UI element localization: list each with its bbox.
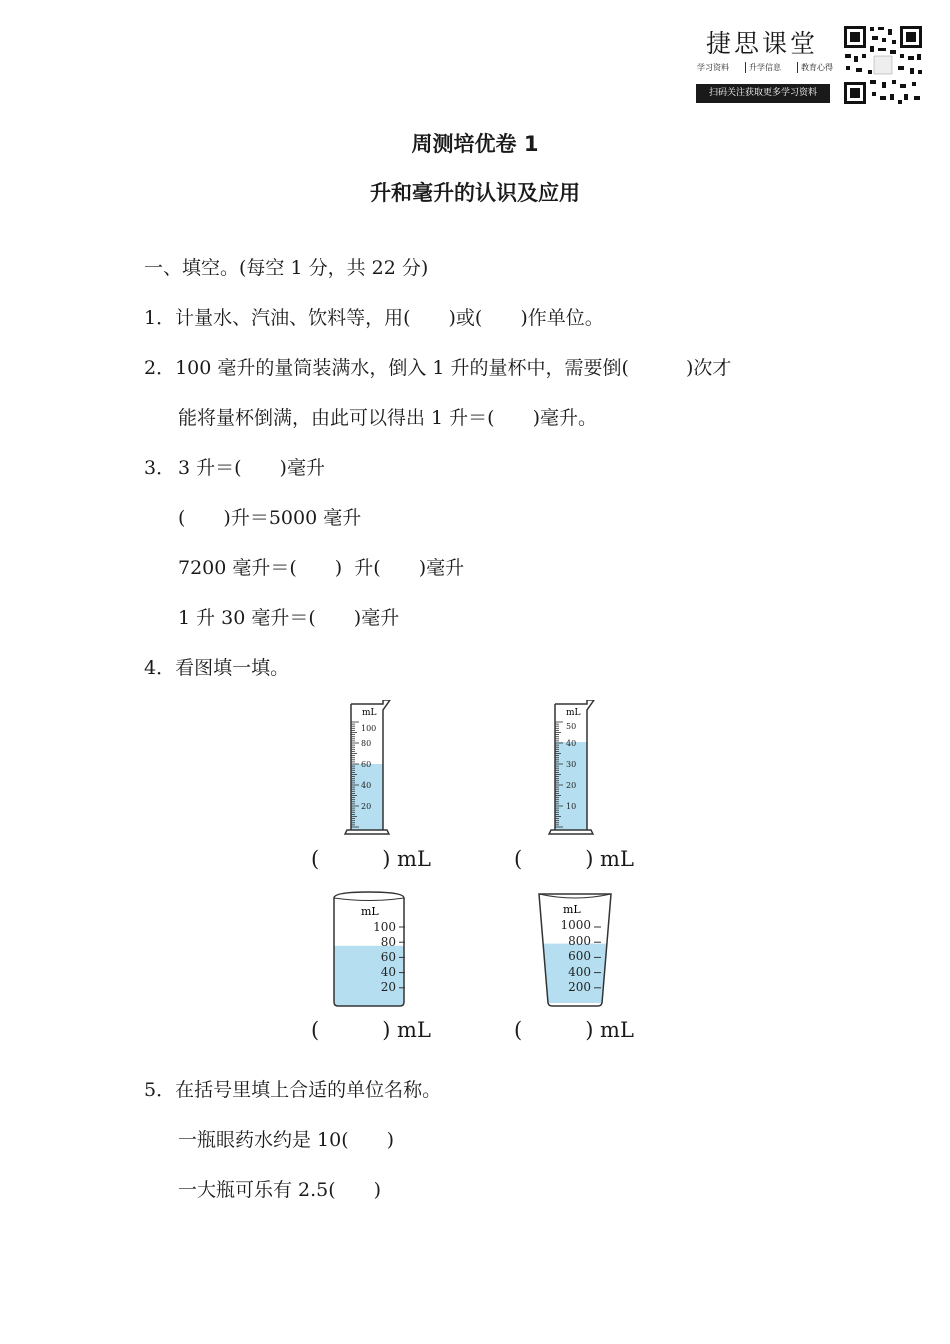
tick-label: 30 (566, 760, 577, 769)
cylinder-2-unit: mL (566, 708, 581, 718)
question-5: 5．在括号里填上合适的单位名称。 (144, 1079, 442, 1101)
beaker-2 (532, 890, 618, 1008)
tick-label: 600 (568, 949, 591, 963)
tick-label: 20 (566, 781, 577, 790)
tick-label: 100 (373, 920, 396, 934)
tick-label: 1000 (560, 918, 591, 932)
question-1: 1．计量水、汽油、饮料等，用( )或( )作单位。 (144, 307, 604, 329)
tick-label: 40 (566, 739, 577, 748)
cylinder-1-unit: mL (362, 708, 377, 718)
brand-link-2[interactable]: 升学信息 (745, 62, 781, 73)
answer-blank-4[interactable]: ( ) mL (514, 1018, 634, 1042)
measuring-cylinder-1 (340, 700, 400, 838)
water-fill (351, 764, 383, 830)
answer-blank-2[interactable]: ( ) mL (514, 847, 634, 871)
tick-label: 80 (361, 739, 372, 748)
beaker-1 (328, 890, 414, 1008)
question-3-b: ( )升＝5000 毫升 (178, 507, 362, 529)
beaker-1-unit: mL (361, 905, 379, 918)
question-3-c: 7200 毫升＝( ) 升( )毫升 (178, 557, 465, 579)
tick-label: 400 (568, 965, 591, 979)
brand-link-1[interactable]: 学习资料 (697, 63, 729, 72)
tick-label: 40 (361, 781, 372, 790)
tick-label: 100 (361, 724, 377, 733)
tick-label: 60 (380, 950, 396, 964)
beaker-2-unit: mL (563, 903, 581, 916)
brand-name: 捷思课堂 (706, 29, 819, 58)
answer-blank-3[interactable]: ( ) mL (311, 1018, 431, 1042)
question-2-line-2: 能将量杯倒满，由此可以得出 1 升＝( )毫升。 (178, 407, 597, 429)
question-3-number: 3． (144, 457, 176, 479)
page-subtitle: 升和毫升的认识及应用 (370, 181, 580, 205)
brand-link-3[interactable]: 教育心得 (797, 62, 833, 73)
tick-label: 800 (568, 934, 591, 948)
question-3-a: 3 升＝( )毫升 (178, 457, 325, 479)
brand-bar: 扫码关注获取更多学习资料 (696, 84, 830, 103)
question-4: 4．看图填一填。 (144, 657, 290, 679)
tick-label: 50 (566, 722, 577, 731)
measuring-cylinder-2 (544, 700, 604, 838)
question-3-d: 1 升 30 毫升＝( )毫升 (178, 607, 400, 629)
page-title: 周测培优卷 1 (411, 132, 539, 156)
brand-links (697, 62, 833, 73)
section-heading: 一、填空。(每空 1 分，共 22 分) (144, 257, 429, 279)
tick-label: 80 (380, 935, 396, 949)
question-5-b: 一大瓶可乐有 2.5( ) (178, 1179, 382, 1201)
tick-label: 20 (380, 980, 396, 994)
tick-label: 60 (361, 760, 372, 769)
question-2-line-1: 2．100 毫升的量筒装满水，倒入 1 升的量杯中，需要倒( )次才 (144, 357, 732, 379)
tick-label: 200 (568, 980, 591, 994)
tick-label: 20 (361, 802, 372, 811)
tick-label: 10 (566, 802, 577, 811)
tick-label: 40 (380, 965, 396, 979)
qr-code-icon[interactable] (842, 24, 924, 106)
answer-blank-1[interactable]: ( ) mL (311, 847, 431, 871)
question-5-a: 一瓶眼药水约是 10( ) (178, 1129, 395, 1151)
